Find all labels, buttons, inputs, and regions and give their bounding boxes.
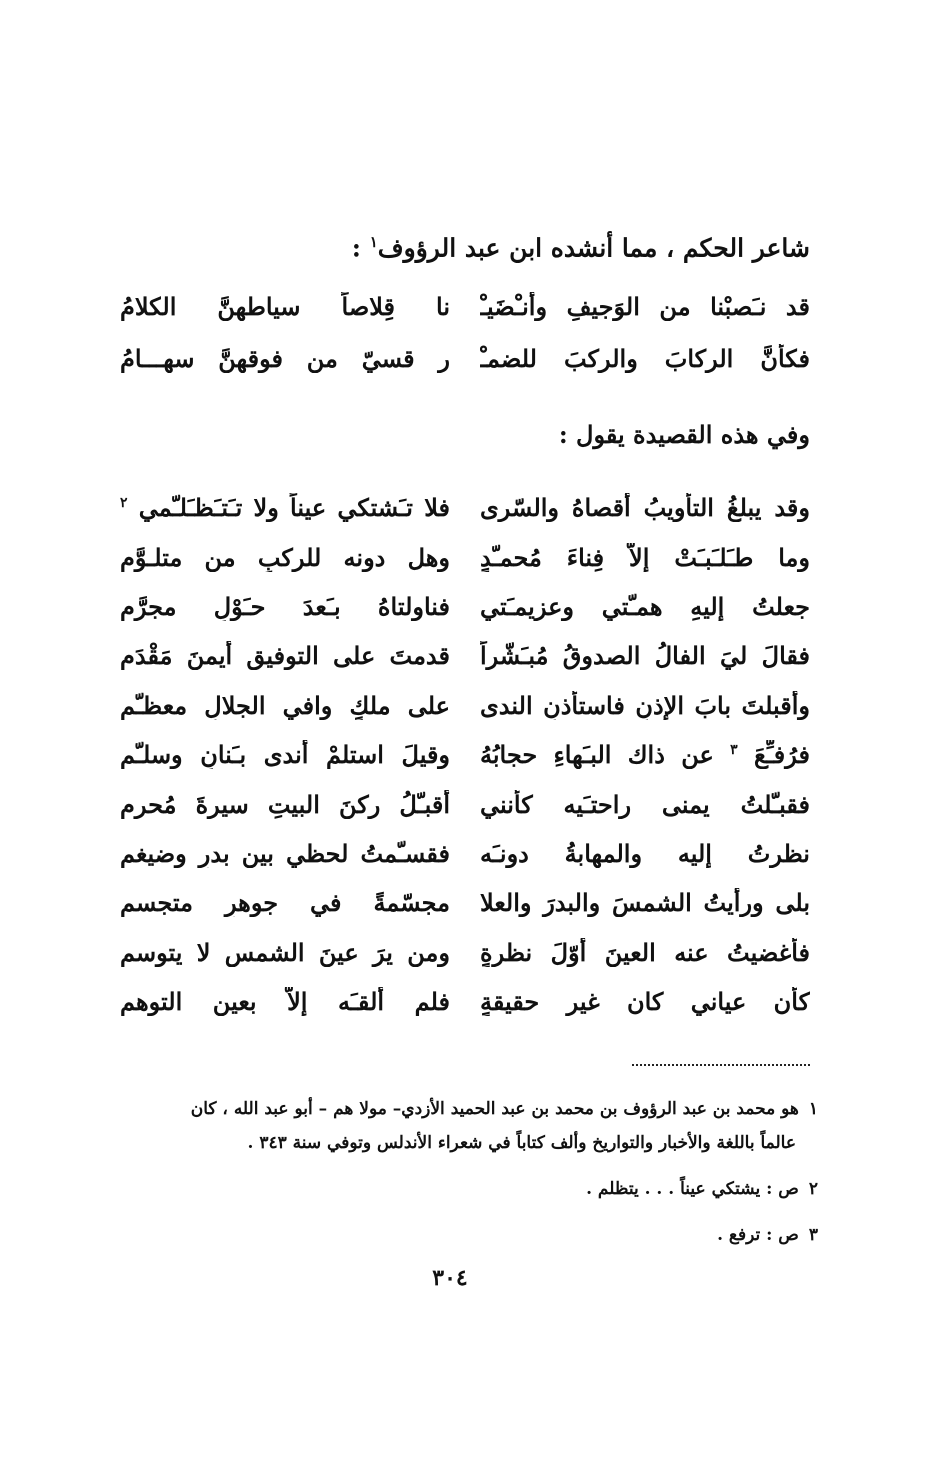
verse <box>120 730 810 779</box>
verse <box>120 483 810 532</box>
verse <box>120 631 810 680</box>
footnote-text: ص : يشتكي عيناً . . . يتظلم . <box>586 1179 799 1199</box>
verse-left-hemistich: فقسـّمتُ لحظي بين بدرٍ وضيغمِ <box>120 838 450 868</box>
verse-right-text-rest: عن ذاك البـَهاءِ حجابُهُ <box>480 740 714 770</box>
footnote-2 <box>118 1172 818 1206</box>
verse-right-hemistich: وأقبلتَ بابَ الإذنِ فاستأذنِ الندى <box>480 690 810 720</box>
verse <box>120 928 810 977</box>
verse-left-hemistich: قدمتَ على التوفيقِ أيمنَ مَقْدَمِ <box>120 641 450 671</box>
verse <box>120 878 810 927</box>
poem-2 <box>120 483 810 1026</box>
footnotes <box>118 1092 818 1264</box>
verse-right-hemistich: قد نـَصبْنا من الوَجيفِ وأنـْضَيـْ <box>480 291 810 321</box>
footnote-ref-1[interactable]: ١ <box>369 233 378 251</box>
verse-left-text: فلا تـَشتكي عيناً ولا تـَتـَظـَلـّمي <box>138 493 450 523</box>
verse-left-hemistich: أقبـّلُ ركنَ البيتِ سيرةَ مُحرمِ <box>120 789 450 819</box>
footnote-ref-3[interactable]: ٣ <box>730 742 738 759</box>
verse-right-hemistich: فقالَ ليَ الفالُ الصدوقُ مُبـَشّراً <box>480 641 810 671</box>
footnote-number: ٣ <box>808 1225 818 1245</box>
verse <box>120 977 810 1026</box>
footnote-text: هو محمد بن عبد الرؤوف بن محمد بن عبد الحميد الأزدي– مولا هم – أبو عبد الله ، كان <box>190 1099 799 1119</box>
footnote-3 <box>118 1218 818 1252</box>
footnote-divider <box>632 1064 810 1066</box>
intro-text: شاعر الحكم ، مما أنشده ابن عبد الرؤوف <box>377 233 810 263</box>
verse-right-hemistich: وقد يبلغُ التأويبُ أقصاهُ والسّرى <box>480 493 810 523</box>
intro-colon: : <box>351 233 370 263</box>
verse <box>120 332 810 384</box>
verse <box>120 681 810 730</box>
verse-right-hemistich: كأن عياني كان غير حقيقةٍ <box>480 987 810 1017</box>
verse-right-hemistich: فأغضيتُ عنه العينَ أوّلَ نظرةٍ <box>480 937 810 967</box>
footnote-ref-2[interactable]: ٢ <box>120 495 128 512</box>
footnote-1-continuation: عالماً باللغة والأخبار والتواريخ وألف كتاباً في شعراء الأندلس وتوفي سنة ٣٤٣ . <box>247 1133 796 1153</box>
verse-left-hemistich: وقيلَ استلمْ أندى بـَنانٍ وسلـّمِ <box>120 740 450 770</box>
verse-left-hemistich: ر قسيّ من فوقهنَّ سهـــامُ <box>120 343 450 373</box>
verse-right-hemistich: نظرتُ إليه والمهابةُ دونـَه <box>480 838 810 868</box>
verse-left-hemistich: ومن يرَ عينَ الشمسِ لا يتوسمِ <box>120 937 450 967</box>
verse-right-hemistich: وما طـَلـَبـَتْ إلاّ فِناءَ مُحمـّدٍ <box>480 542 810 572</box>
verse <box>120 582 810 631</box>
verse <box>120 532 810 581</box>
intro-line <box>250 222 810 268</box>
verse-left-hemistich: على ملكٍ وافي الجلالِ معظـّمِ <box>120 690 450 720</box>
verse-left-hemistich: فلم ألقـَه إلاّ بعين التوهم <box>120 987 450 1017</box>
verse-right-text: فرُفـِّعَ <box>754 740 810 770</box>
verse-left-hemistich <box>120 493 450 522</box>
verse-left-hemistich: نا قِلاصاً سياطهنَّ الكلامُ <box>120 291 450 321</box>
footnote-number: ٢ <box>808 1179 818 1199</box>
footnote-1 <box>118 1092 818 1126</box>
page-number: ٣٠٤ <box>432 1265 468 1291</box>
verse <box>120 829 810 878</box>
verse-right-hemistich: جعلتُ إليهِ همـّتي وعزيمـَتي <box>480 591 810 621</box>
verse <box>120 280 810 332</box>
verse-right-hemistich: بلى ورأيتُ الشمسَ والبدرَ والعلا <box>480 888 810 918</box>
section-subheading: وفي هذه القصيدة يقول : <box>558 420 810 449</box>
verse-right-hemistich <box>480 740 810 769</box>
verse-left-hemistich: وهل دونه للركبِ من متلـوَّمِ <box>120 542 450 572</box>
verse-left-hemistich: فناولتاهُ بـَعدَ حـَوْلٍ مجرَّمِ <box>120 591 450 621</box>
verse <box>120 779 810 828</box>
verse-left-hemistich: مجسّمةً في جوهرٍ متجسمِ <box>120 888 450 918</box>
poem-1 <box>120 280 810 384</box>
verse-right-hemistich: فقبـّلتُ يمنى راحتـَيه كأنني <box>480 789 810 819</box>
footnote-number: ١ <box>808 1099 818 1119</box>
footnote-text: ص : ترفع . <box>717 1225 799 1245</box>
verse-right-hemistich: فكأنَّ الركابَ والركبَ للضمـْ <box>480 343 810 373</box>
